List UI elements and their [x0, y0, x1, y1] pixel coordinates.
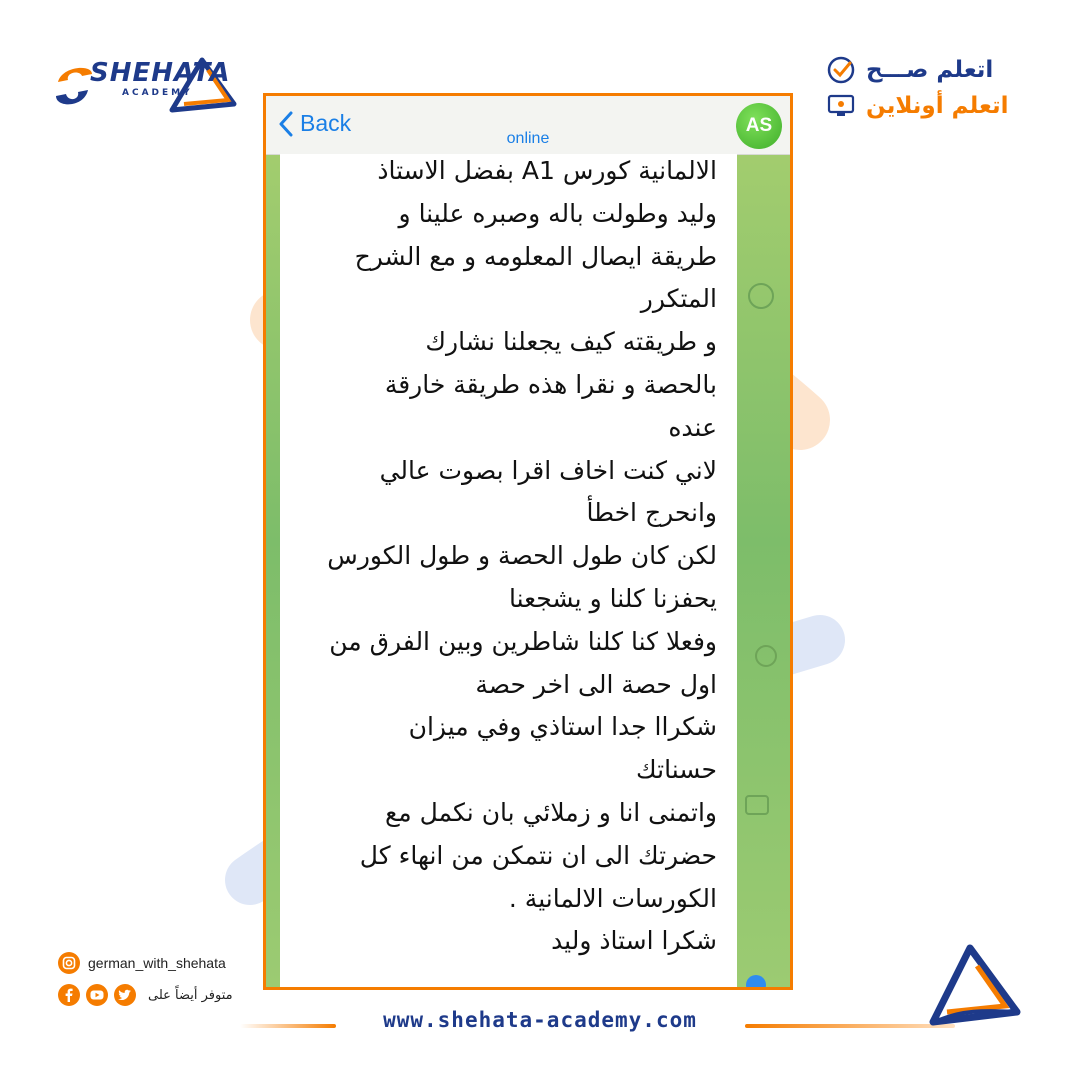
back-label: Back [300, 110, 352, 136]
message-line: المتكرر [640, 284, 717, 314]
youtube-icon[interactable] [86, 984, 108, 1006]
message-line: الكورسات الالمانية . [508, 883, 717, 913]
logo-subtitle: ACADEMY [122, 88, 193, 98]
academy-logo [52, 52, 242, 122]
logo-title: SHEHATA [90, 58, 231, 88]
message-line: الالمانية كورس A1 بفضل الاستاذ [377, 156, 717, 185]
message-line: حضرتك الى ان نتمكن من انهاء كل [359, 840, 717, 870]
message-line: لاني كنت اخاف اقرا بصوت عالي [379, 455, 717, 485]
message-line: و طريقته كيف يجعلنا نشارك [425, 327, 717, 357]
message-line: يحفزنا كلنا و يشجعنا [509, 583, 717, 613]
message-text [280, 154, 717, 963]
contact-avatar[interactable]: AS [736, 103, 782, 149]
open-book-logo-icon [925, 940, 1025, 1040]
slogan-line-1: اتعلم صـــح [866, 57, 994, 83]
message-line: لكن كان طول الحصة و طول الكورس [327, 541, 717, 571]
chat-screenshot [263, 93, 793, 990]
twitter-icon[interactable] [114, 984, 136, 1006]
message-line: وليد وطولت باله وصبره علينا و [398, 198, 717, 228]
footer-divider-right [745, 1024, 955, 1028]
instagram-handle-row[interactable] [58, 952, 248, 974]
message-line: طريقة ايصال المعلومه و مع الشرح [354, 241, 717, 271]
message-line: بالحصة و نقرا هذه طريقة خارقة [384, 369, 717, 399]
scroll-down-button[interactable] [746, 975, 766, 990]
social-links [58, 952, 248, 1006]
slogan-line-2: اتعلم أونلاين [866, 93, 1009, 119]
also-available-row [58, 984, 248, 1006]
message-line: حسناتك [636, 755, 717, 785]
online-status: online [506, 130, 550, 147]
message-bubble [280, 154, 737, 990]
message-line: واتمنى انا و زملائي بان نكمل مع [384, 797, 717, 827]
message-line: وانحرج اخطأ [586, 498, 717, 528]
message-line: وفعلا كنا كلنا شاطرين وبين الفرق من [329, 626, 717, 656]
message-line: عنده [668, 412, 717, 442]
slogan-learn-online [826, 88, 1026, 124]
chat-header [266, 96, 790, 155]
message-line: شكرا استاذ وليد [551, 926, 717, 956]
message-line: اول حصة الى اخر حصة [475, 669, 717, 699]
website-url[interactable]: www.shehata-academy.com [383, 1008, 697, 1032]
instagram-icon [58, 952, 80, 974]
message-line: شكراا جدا استاذي وفي ميزان [408, 712, 717, 742]
computer-monitor-icon [826, 91, 856, 121]
check-circle-icon [826, 55, 856, 85]
instagram-handle: german_with_shehata [88, 955, 226, 971]
slogans [826, 52, 1026, 124]
facebook-icon[interactable] [58, 984, 80, 1006]
also-available-label: متوفر أيضاً على [148, 987, 233, 1003]
slogan-learn-right [826, 52, 1026, 88]
